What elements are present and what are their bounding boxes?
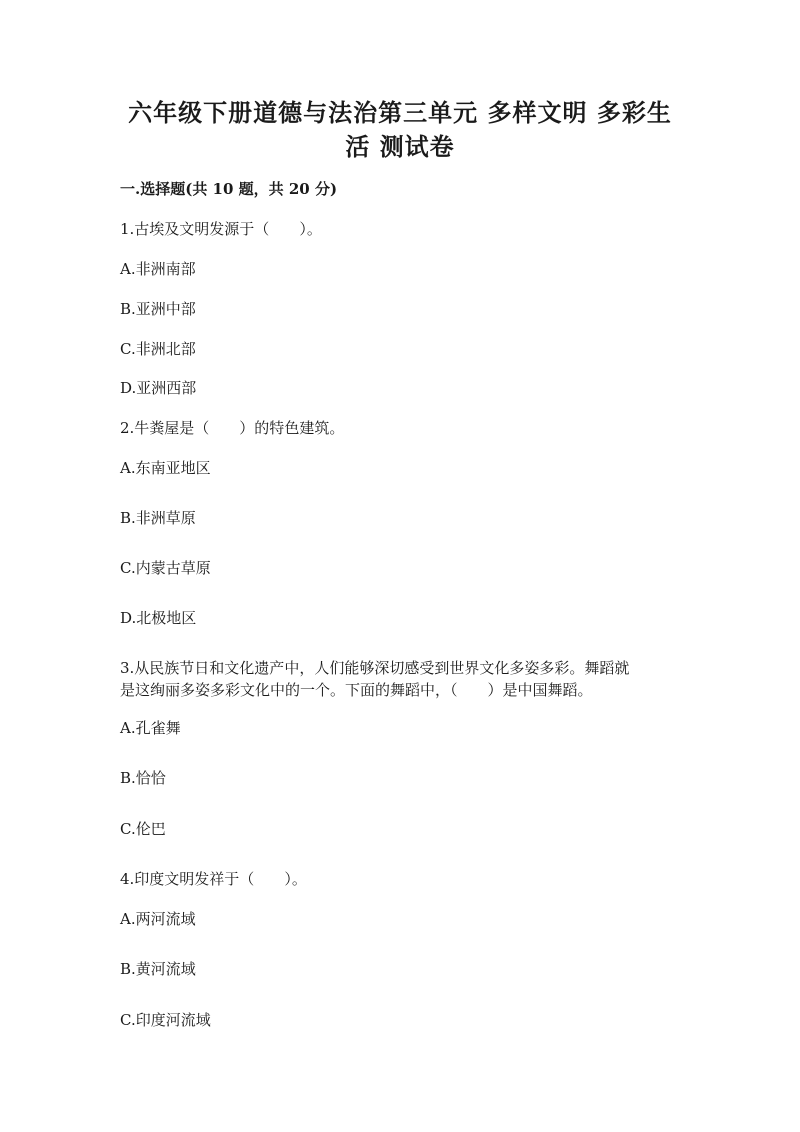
question-3-text [120,657,680,701]
question-4-option-c: C.印度河流域 [120,1011,211,1029]
question-2-text: 2.牛粪屋是（ ）的特色建筑。 [120,419,345,437]
question-1-option-a: A.非洲南部 [120,260,196,278]
question-3-option-c: C.伦巴 [120,820,166,838]
title-line-1: 六年级下册道德与法治第三单元 多样文明 多彩生 [128,98,672,127]
question-2-option-a: A.东南亚地区 [120,459,211,477]
question-1-option-d: D.亚洲西部 [120,379,197,397]
question-2-option-b: B.非洲草原 [120,509,196,527]
question-3-option-a: A.孔雀舞 [120,719,181,737]
question-4-text: 4.印度文明发祥于（ ）。 [120,870,307,888]
question-3-line-2: 是这绚丽多姿多彩文化中的一个。下面的舞蹈中，（ ）是中国舞蹈。 [120,681,593,699]
page-title [100,96,700,164]
question-3-option-b: B.恰恰 [120,769,166,787]
question-1-text: 1.古埃及文明发源于（ ）。 [120,220,322,238]
question-4-option-a: A.两河流域 [120,910,196,928]
question-1-option-c: C.非洲北部 [120,340,196,358]
question-3-line-1: 3.从民族节日和文化遗产中，人们能够深切感受到世界文化多姿多彩。舞蹈就 [120,659,630,677]
question-4-option-b: B.黄河流域 [120,960,196,978]
title-line-2: 活 测试卷 [345,132,455,161]
question-2-option-d: D.北极地区 [120,609,197,627]
question-1-option-b: B.亚洲中部 [120,300,196,318]
question-2-option-c: C.内蒙古草原 [120,559,211,577]
section-heading: 一.选择题(共 10 题，共 20 分) [120,180,338,198]
